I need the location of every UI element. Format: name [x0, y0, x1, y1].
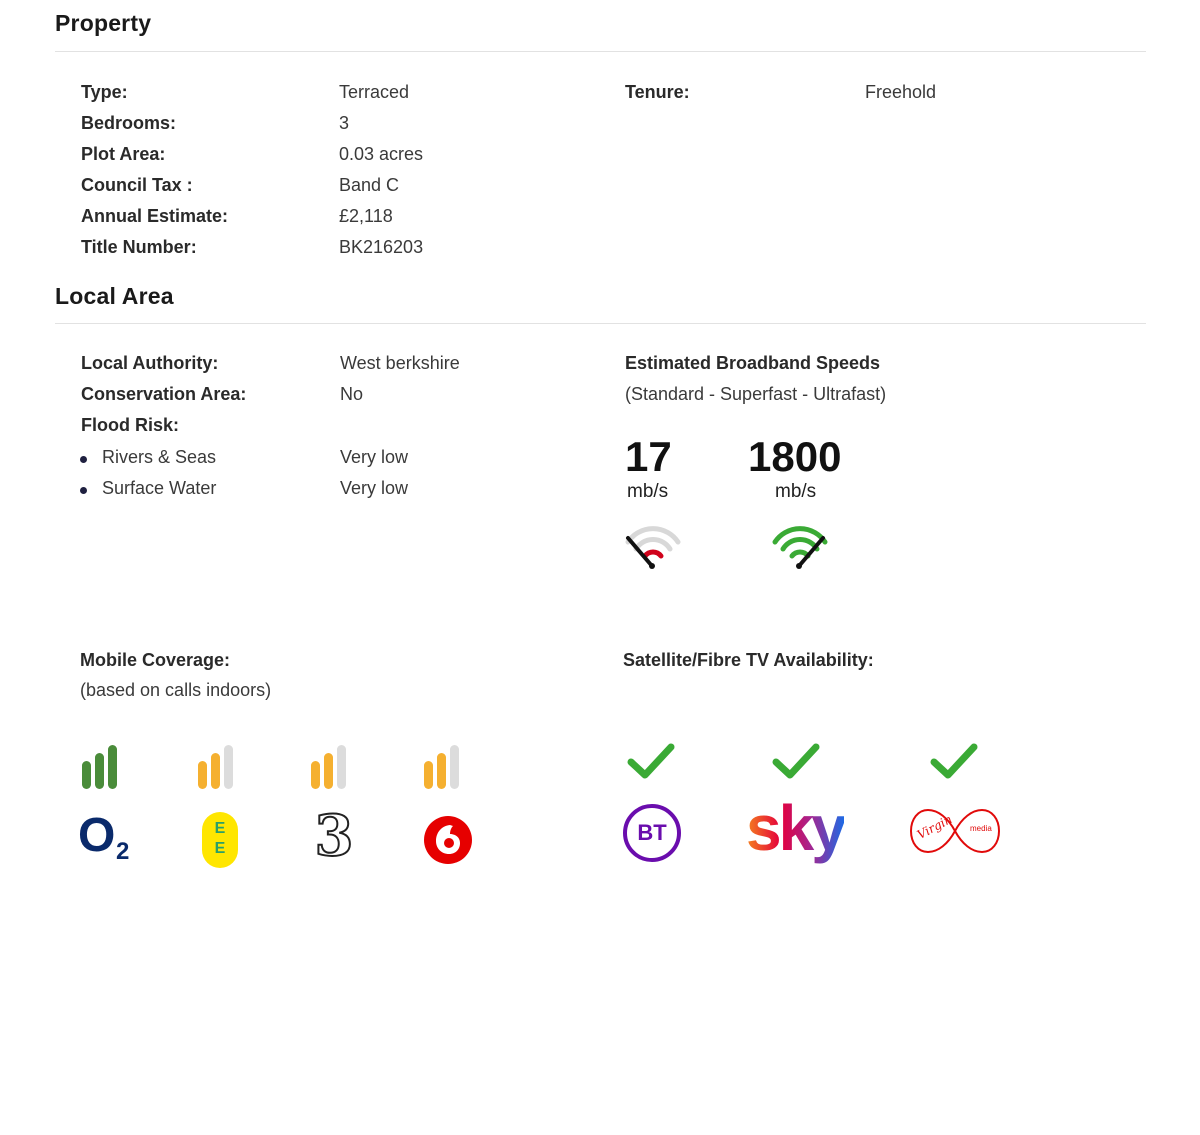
signal-bars-three [311, 745, 346, 789]
council-tax-label: Council Tax : [81, 175, 193, 195]
property-divider [55, 51, 1146, 52]
signal-bar [424, 761, 433, 789]
o2-logo-text: O [78, 809, 116, 862]
bt-logo-text: BT [637, 820, 667, 845]
signal-bar [324, 753, 333, 789]
three-logo-text: 3 [314, 803, 354, 869]
tenure-value: Freehold [865, 82, 937, 102]
type-label: Type: [81, 82, 128, 102]
property-title: Property [55, 10, 152, 36]
title-number-label: Title Number: [81, 237, 197, 257]
signal-bar [337, 745, 346, 789]
bullet-icon [80, 456, 87, 463]
check-icon [930, 742, 978, 782]
three-logo [310, 803, 358, 869]
bedrooms-value: 3 [339, 113, 350, 133]
broadband-speed-ultrafast [748, 433, 842, 480]
check-icon [772, 742, 820, 782]
flood-rivers-value: Very low [340, 447, 409, 467]
speed-unit: mb/s [627, 481, 669, 502]
signal-bars-vodafone [424, 745, 459, 789]
ee-logo [202, 812, 238, 868]
local-area-title: Local Area [55, 283, 174, 309]
vodafone-logo [423, 815, 473, 865]
bt-logo [623, 804, 681, 862]
signal-bar [211, 753, 220, 789]
mobile-coverage-title: Mobile Coverage: [80, 650, 231, 670]
sky-logo-text: sky [746, 792, 844, 864]
local-authority-value: West berkshire [340, 353, 460, 373]
speed-value: 17 [625, 433, 672, 480]
council-tax-value: Band C [339, 175, 400, 195]
broadband-title: Estimated Broadband Speeds [625, 353, 881, 373]
signal-bar [108, 745, 117, 789]
local-area-divider [55, 323, 1146, 324]
plot-area-value: 0.03 acres [339, 144, 424, 164]
local-authority-label: Local Authority: [81, 353, 219, 373]
annual-estimate-label: Annual Estimate: [81, 206, 229, 226]
speed-value: 1800 [748, 433, 842, 480]
speed-unit: mb/s [775, 481, 817, 502]
flood-rivers-label: Rivers & Seas [102, 447, 217, 467]
type-value: Terraced [339, 82, 410, 102]
bullet-icon [80, 487, 87, 494]
speedometer-high-icon [771, 522, 829, 572]
title-number-value: BK216203 [339, 237, 424, 257]
ee-logo-text: E [214, 820, 226, 837]
virgin-media-logo [908, 806, 1002, 856]
media-logo-text: media [970, 824, 992, 833]
signal-bar [95, 753, 104, 789]
sky-logo [746, 792, 844, 864]
o2-logo [78, 809, 138, 868]
tenure-label: Tenure: [625, 82, 690, 102]
broadband-speed-standard [625, 433, 685, 480]
signal-bar [198, 761, 207, 789]
virgin-logo-text: Virgin [914, 812, 955, 842]
bedrooms-label: Bedrooms: [81, 113, 177, 133]
ee-logo-text-2: E [214, 840, 226, 857]
signal-bar [82, 761, 91, 789]
signal-bar [437, 753, 446, 789]
signal-bar [311, 761, 320, 789]
check-icon [627, 742, 675, 782]
annual-estimate-value: £2,118 [339, 206, 393, 226]
tv-availability-title: Satellite/Fibre TV Availability: [623, 650, 874, 670]
conservation-area-value: No [340, 384, 364, 404]
plot-area-label: Plot Area: [81, 144, 166, 164]
conservation-area-label: Conservation Area: [81, 384, 247, 404]
signal-bars-ee [198, 745, 233, 789]
speedometer-low-icon [624, 522, 682, 572]
signal-bar [224, 745, 233, 789]
signal-bar [450, 745, 459, 789]
mobile-coverage-subtitle: (based on calls indoors) [80, 680, 272, 700]
o2-logo-sub: 2 [116, 838, 130, 865]
flood-risk-label: Flood Risk: [81, 415, 179, 435]
flood-surface-value: Very low [340, 478, 409, 498]
signal-bars-o2 [82, 745, 117, 789]
broadband-subtitle: (Standard - Superfast - Ultrafast) [625, 384, 887, 404]
flood-surface-label: Surface Water [102, 478, 217, 498]
